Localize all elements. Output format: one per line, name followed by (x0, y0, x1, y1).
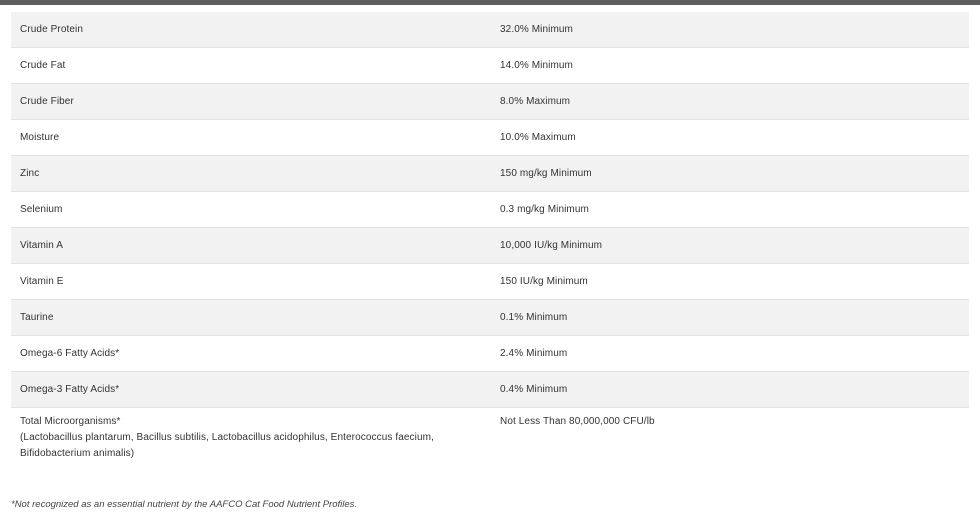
nutrient-name: Vitamin A (20, 240, 63, 251)
table-row (11, 120, 969, 156)
table-row (11, 300, 969, 336)
table-row (11, 12, 969, 48)
nutrient-name: Taurine (20, 312, 54, 323)
microorganisms-species-line1: (Lactobacillus plantarum, Bacillus subtilis, Lactobacillus acidophilus, Enterococcus faecium, (20, 432, 434, 443)
nutrient-value: 32.0% Minimum (500, 24, 573, 35)
nutrient-name: Selenium (20, 204, 63, 215)
table-row (11, 372, 969, 408)
nutrient-name: Zinc (20, 168, 40, 179)
nutrient-value: 2.4% Minimum (500, 348, 568, 359)
table-row-microorganisms (11, 408, 969, 474)
nutrient-name: Omega-3 Fatty Acids* (20, 384, 120, 395)
microorganisms-species-line2: Bifidobacterium animalis) (20, 448, 135, 459)
nutrient-value (491, 414, 969, 430)
nutrient-value: 150 IU/kg Minimum (500, 276, 588, 287)
nutrient-name: Omega-6 Fatty Acids* (20, 348, 120, 359)
nutrient-name: Vitamin E (20, 276, 64, 287)
table-row (11, 48, 969, 84)
table-row (11, 228, 969, 264)
nutrient-name: Crude Protein (20, 24, 83, 35)
guaranteed-analysis-table (11, 12, 969, 474)
nutrient-value: 150 mg/kg Minimum (500, 168, 592, 179)
nutrient-name (11, 414, 491, 462)
microorganisms-title: Total Microorganisms* (20, 416, 121, 427)
nutrient-name: Crude Fiber (20, 96, 74, 107)
nutrient-value: 0.4% Minimum (500, 384, 568, 395)
nutrient-value: 0.1% Minimum (500, 312, 568, 323)
table-row (11, 192, 969, 228)
table-row (11, 336, 969, 372)
top-divider-bar (0, 0, 980, 5)
nutrient-name: Moisture (20, 132, 60, 143)
nutrient-value: 14.0% Minimum (500, 60, 573, 71)
nutrient-value: 8.0% Maximum (500, 96, 571, 107)
table-row (11, 156, 969, 192)
table-row (11, 84, 969, 120)
footnote: *Not recognized as an essential nutrient by the AAFCO Cat Food Nutrient Profiles. (11, 499, 358, 510)
nutrient-name: Crude Fat (20, 60, 66, 71)
microorganisms-value: Not Less Than 80,000,000 CFU/lb (500, 416, 655, 427)
table-row (11, 264, 969, 300)
nutrient-value: 0.3 mg/kg Minimum (500, 204, 589, 215)
nutrient-value: 10,000 IU/kg Minimum (500, 240, 603, 251)
nutrient-value: 10.0% Maximum (500, 132, 576, 143)
